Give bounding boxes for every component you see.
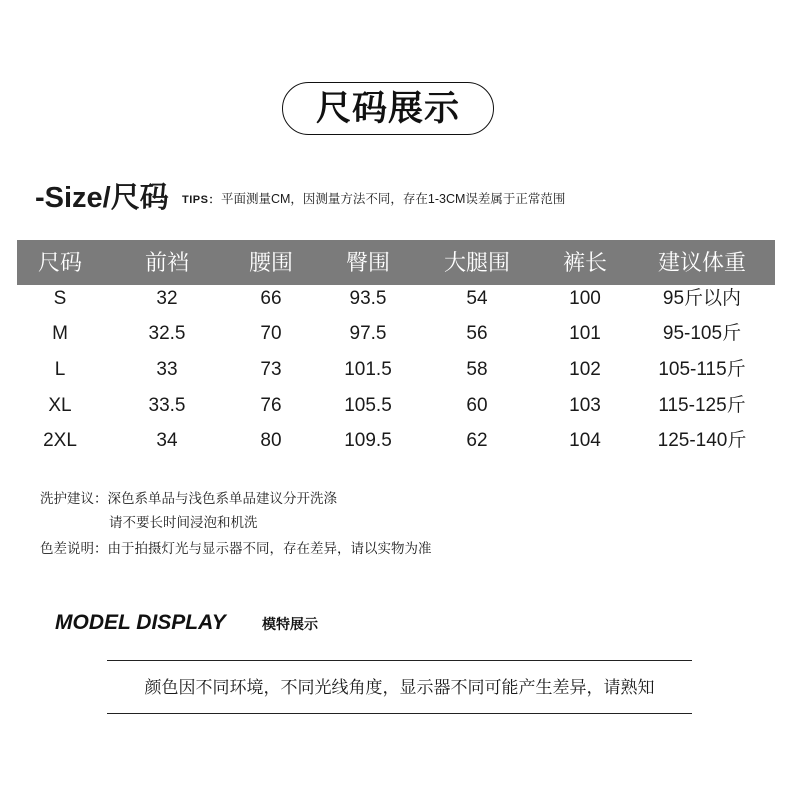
table-cell-front-rise: 33 <box>156 359 178 380</box>
table-cell-length: 102 <box>569 359 601 380</box>
table-cell-front-rise: 34 <box>156 430 178 451</box>
table-header-weight: 建议体重 <box>657 250 746 275</box>
table-cell-waist: 66 <box>260 288 282 309</box>
table-header-thigh: 大腿围 <box>443 250 510 275</box>
table-cell-front-rise: 32.5 <box>148 323 186 344</box>
table-cell-thigh: 58 <box>466 359 488 380</box>
table-cell-hip: 109.5 <box>344 430 392 451</box>
table-cell-weight: 105-115斤 <box>658 359 746 380</box>
table-cell-weight: 115-125斤 <box>658 395 746 416</box>
table-header-size: 尺码 <box>37 250 82 275</box>
table-cell-waist: 73 <box>260 359 282 380</box>
table-cell-waist: 70 <box>260 323 282 344</box>
table-cell-front-rise: 32 <box>156 288 178 309</box>
table-cell-hip: 93.5 <box>349 288 387 309</box>
table-header-front-rise: 前裆 <box>144 250 189 275</box>
color-note <box>40 541 432 557</box>
color-text: 由于拍摄灯光与显示器不同，存在差异，请以实物为准 <box>107 541 432 556</box>
table-header-hip: 臀围 <box>345 250 390 275</box>
table-cell-thigh: 54 <box>466 288 488 309</box>
table-cell-size: XL <box>48 395 72 416</box>
tips-text: 平面测量CM，因测量方法不同，存在1-3CM误差属于正常范围 <box>220 192 566 206</box>
table-cell-hip: 101.5 <box>344 359 392 380</box>
color-label: 色差说明： <box>40 541 108 556</box>
color-disclaimer: 颜色因不同环境，不同光线角度，显示器不同可能产生差异，请熟知 <box>144 678 655 697</box>
table-cell-thigh: 62 <box>466 430 488 451</box>
divider-top <box>107 660 692 661</box>
table-cell-waist: 76 <box>260 395 282 416</box>
care-text-line1: 深色系单品与浅色系单品建议分开洗涤 <box>107 491 337 506</box>
table-cell-length: 104 <box>569 430 601 451</box>
care-text-line2: 请不要长时间浸泡和机洗 <box>109 515 258 530</box>
table-cell-thigh: 56 <box>466 323 488 344</box>
model-display-title: MODEL DISPLAY <box>55 611 226 634</box>
table-cell-length: 100 <box>569 288 601 309</box>
size-heading: -Size/尺码 <box>35 182 169 214</box>
table-cell-thigh: 60 <box>466 395 488 416</box>
table-cell-front-rise: 33.5 <box>148 395 186 416</box>
table-cell-size: S <box>53 288 67 309</box>
model-display-subtitle: 模特展示 <box>262 616 318 632</box>
table-cell-size: L <box>54 359 66 380</box>
tips-label: TIPS： <box>182 194 220 206</box>
table-cell-length: 103 <box>569 395 601 416</box>
table-cell-waist: 80 <box>260 430 282 451</box>
care-label: 洗护建议： <box>40 491 108 506</box>
page-title: 尺码展示 <box>315 89 460 128</box>
table-header-length: 裤长 <box>562 250 607 275</box>
table-cell-hip: 105.5 <box>344 395 392 416</box>
care-note <box>40 491 337 507</box>
table-cell-weight: 95斤以内 <box>662 288 742 309</box>
divider-bottom <box>107 713 692 714</box>
table-cell-size: M <box>52 323 68 344</box>
table-cell-length: 101 <box>569 323 601 344</box>
table-cell-hip: 97.5 <box>349 323 387 344</box>
table-cell-size: 2XL <box>43 430 77 451</box>
tips <box>182 191 565 208</box>
title-pill <box>282 82 494 135</box>
table-cell-weight: 125-140斤 <box>657 430 747 451</box>
table-cell-weight: 95-105斤 <box>662 323 742 344</box>
table-header-waist: 腰围 <box>248 250 293 275</box>
